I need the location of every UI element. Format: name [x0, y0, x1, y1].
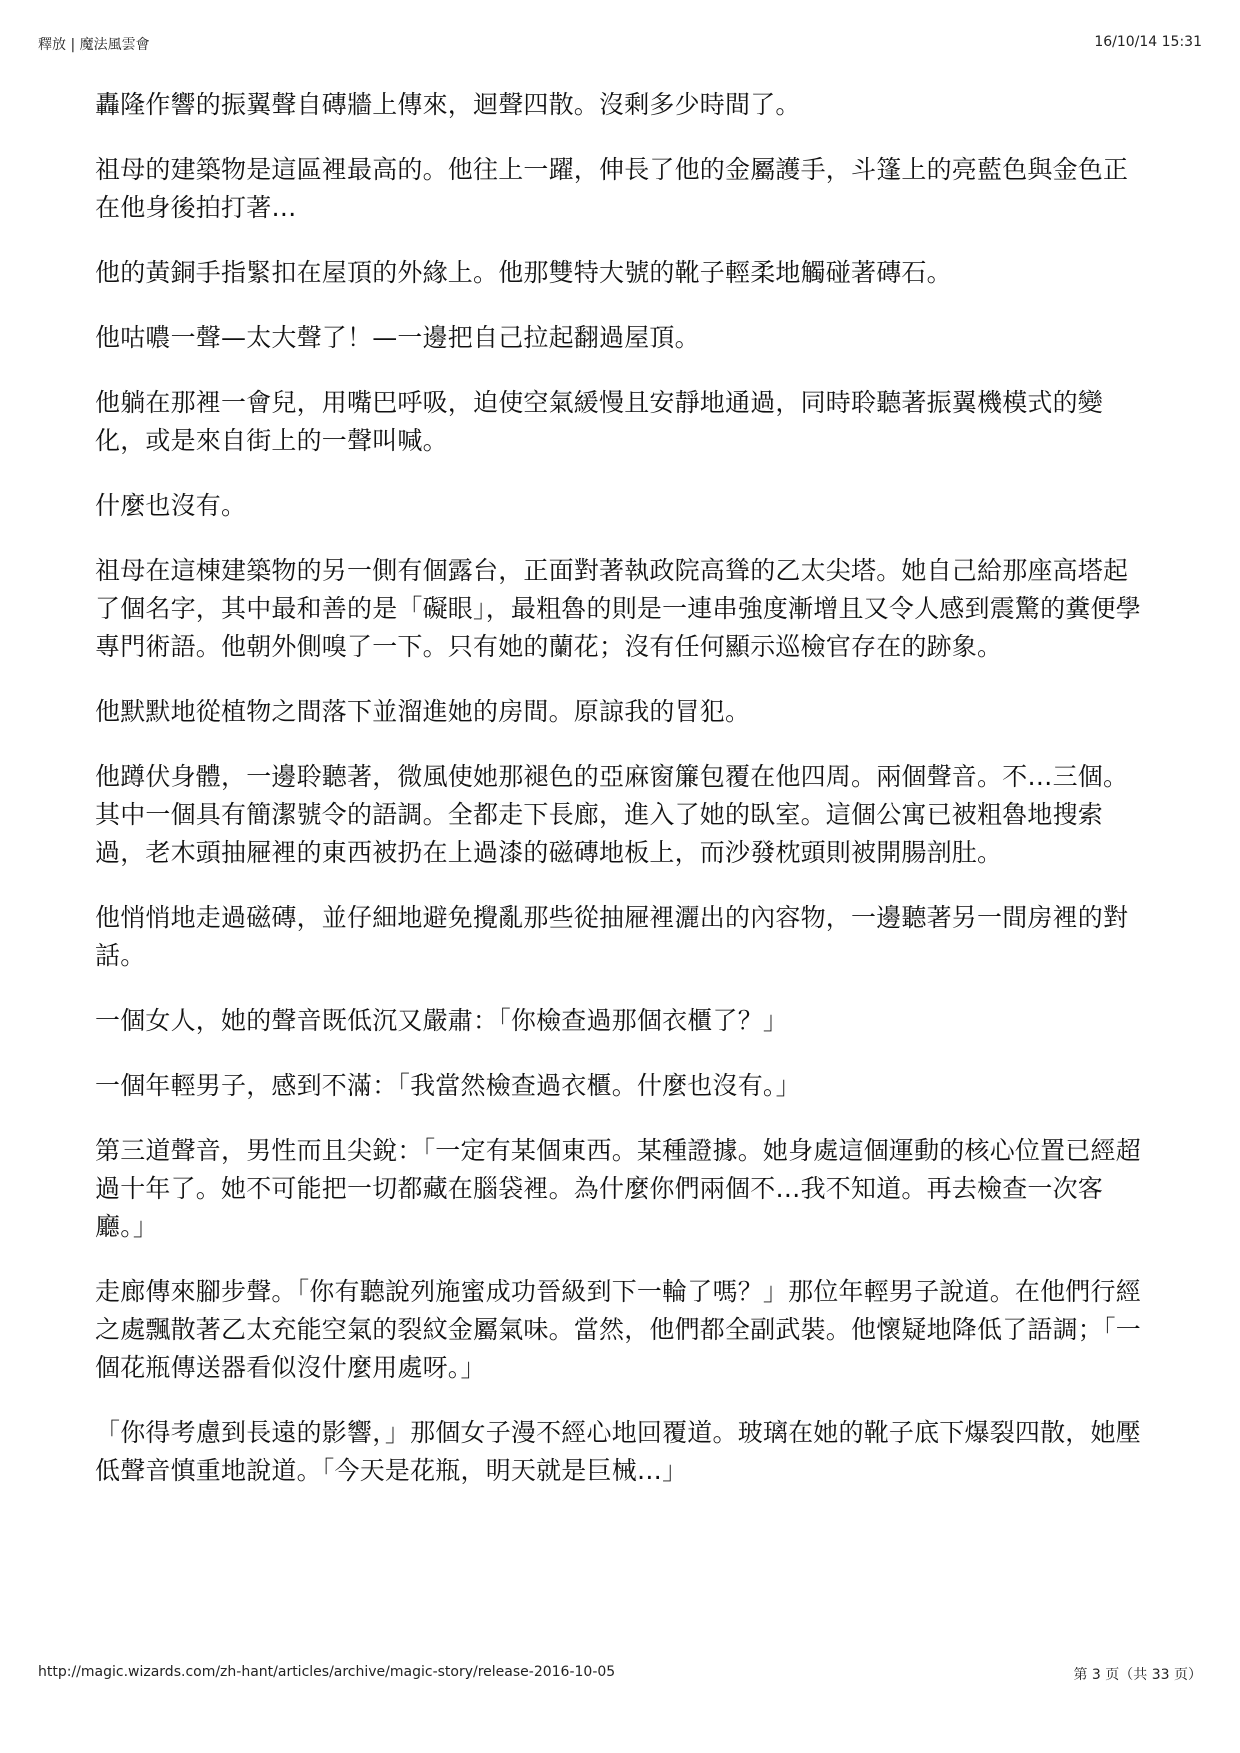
paragraph: 他悄悄地走過磁磚，並仔細地避免攪亂那些從抽屜裡灑出的內容物，一邊聽著另一間房裡的對話。	[95, 903, 1129, 970]
page-footer-page-number: 第 3 页（共 33 页）	[1073, 1667, 1202, 1683]
paragraph: 轟隆作響的振翼聲自磚牆上傳來，迴聲四散。沒剩多少時間了。	[95, 90, 801, 119]
paragraph: 「你得考慮到長遠的影響，」那個女子漫不經心地回覆道。玻璃在她的靴子底下爆裂四散，她壓低聲音慎重地說道。「今天是花瓶，明天就是巨械…」	[95, 1418, 1141, 1485]
paragraph: 走廊傳來腳步聲。「你有聽說列施蜜成功晉級到下一輪了嗎？」那位年輕男子說道。在他們行經之處飄散著乙太充能空氣的裂紋金屬氣味。當然，他們都全副武裝。他懷疑地降低了語調；「一個花瓶傳送器看似沒什麼用處呀。」	[95, 1277, 1141, 1382]
page-header-title: 釋放 | 魔法風雲會	[38, 37, 150, 53]
paragraph: 什麼也沒有。	[95, 491, 247, 520]
page-footer-url[interactable]: http://magic.wizards.com/zh-hant/articles/archive/magic-story/release-2016-10-05	[38, 1664, 616, 1680]
paragraph: 他蹲伏身體，一邊聆聽著，微風使她那褪色的亞麻窗簾包覆在他四周。兩個聲音。不…三個。其中一個具有簡潔號令的語調。全都走下長廊，進入了她的臥室。這個公寓已被粗魯地搜索過，老木頭抽屜裡的東西被扔在上過漆的磁磚地板上，而沙發枕頭則被開腸剖肚。	[95, 762, 1129, 867]
paragraph: 他咕噥一聲—太大聲了！—一邊把自己拉起翻過屋頂。	[95, 323, 700, 352]
paragraph: 他躺在那裡一會兒，用嘴巴呼吸，迫使空氣緩慢且安靜地通過，同時聆聽著振翼機模式的變化，或是來自街上的一聲叫喊。	[95, 388, 1104, 455]
paragraph: 祖母在這棟建築物的另一側有個露台，正面對著執政院高聳的乙太尖塔。她自己給那座高塔起了個名字，其中最和善的是「礙眼」，最粗魯的則是一連串強度漸增且又令人感到震驚的糞便學專門術語。他朝外側嗅了一下。只有她的蘭花；沒有任何顯示巡檢官存在的跡象。	[95, 556, 1141, 661]
paragraph: 一個女人，她的聲音既低沉又嚴肅：「你檢查過那個衣櫃了？」	[95, 1006, 789, 1035]
paragraph: 一個年輕男子，感到不滿：「我當然檢查過衣櫃。什麼也沒有。」	[95, 1071, 801, 1100]
paragraph: 第三道聲音，男性而且尖銳：「一定有某個東西。某種證據。她身處這個運動的核心位置已經超過十年了。她不可能把一切都藏在腦袋裡。為什麼你們兩個不…我不知道。再去檢查一次客廳。」	[95, 1136, 1141, 1241]
paragraph: 他默默地從植物之間落下並溜進她的房間。原諒我的冒犯。	[95, 697, 751, 726]
page-header-datetime: 16/10/14 15:31	[1094, 34, 1202, 50]
paragraph: 他的黃銅手指緊扣在屋頂的外緣上。他那雙特大號的靴子輕柔地觸碰著磚石。	[95, 258, 952, 287]
paragraph: 祖母的建築物是這區裡最高的。他往上一躍，伸長了他的金屬護手，斗篷上的亮藍色與金色正在他身後拍打著…	[95, 155, 1129, 222]
article-body	[95, 86, 1145, 1517]
